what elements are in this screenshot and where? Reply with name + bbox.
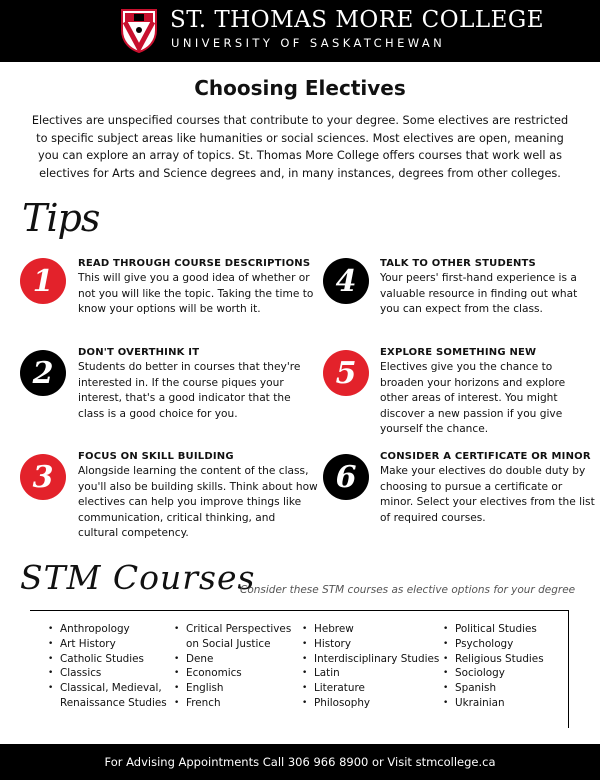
course-item: • Classical, Medieval, bbox=[48, 681, 167, 696]
college-name: ST. THOMAS MORE COLLEGE bbox=[170, 7, 545, 33]
course-list-column-2 bbox=[174, 622, 291, 711]
footer-contact-text: For Advising Appointments Call 306 966 8900 or Visit stmcollege.ca bbox=[104, 755, 496, 769]
tip-body: Your peers' first-hand experience is a valuable resource in finding out what you can expect from the class. bbox=[380, 272, 578, 315]
course-item: • Religious Studies bbox=[443, 652, 544, 667]
intro-paragraph: Electives are unspecified courses that contribute to your degree. Some electives are restricted to specific subject areas like humanities or social sciences. Most electives are open, meaning you can explore an array of topics. St. Thomas More College offers courses that work well as electives for Arts and Science degrees and, in many instances, degrees from other colleges. bbox=[31, 114, 569, 180]
tip-title: DON'T OVERTHINK IT bbox=[78, 347, 200, 358]
course-list-column-4 bbox=[443, 622, 544, 711]
tip-number-badge: 1 bbox=[20, 258, 66, 304]
course-item: • Anthropology bbox=[48, 622, 167, 637]
course-item: • History bbox=[302, 637, 439, 652]
tips-heading: Tips bbox=[22, 196, 100, 240]
tip-title: EXPLORE SOMETHING NEW bbox=[380, 347, 537, 358]
course-item: • Ukrainian bbox=[443, 696, 544, 711]
tip-body: This will give you a good idea of whether or not you will like the topic. Taking the time to know your options will be worth it. bbox=[78, 272, 314, 315]
course-item-continuation: on Social Justice bbox=[186, 637, 271, 650]
college-crest-logo bbox=[120, 8, 158, 54]
course-item: • Dene bbox=[174, 652, 291, 667]
tip-title: TALK TO OTHER STUDENTS bbox=[380, 258, 536, 269]
course-item-continuation: Renaissance Studies bbox=[60, 696, 167, 709]
course-item: • Political Studies bbox=[443, 622, 544, 637]
course-item: • Economics bbox=[174, 666, 291, 681]
tip-body: Make your electives do double duty by choosing to pursue a certificate or minor. Select your electives from the list of required courses. bbox=[380, 465, 595, 524]
tip-title: READ THROUGH COURSE DESCRIPTIONS bbox=[78, 258, 311, 269]
tip-number-badge: 5 bbox=[323, 350, 369, 396]
university-name: UNIVERSITY OF SASKATCHEWAN bbox=[171, 36, 446, 50]
course-item: • Interdisciplinary Studies bbox=[302, 652, 439, 667]
course-list-column-3 bbox=[302, 622, 439, 711]
course-item: • French bbox=[174, 696, 291, 711]
footer-banner bbox=[0, 744, 600, 780]
course-item: • Philosophy bbox=[302, 696, 439, 711]
course-item: • Classics bbox=[48, 666, 167, 681]
course-item: • Spanish bbox=[443, 681, 544, 696]
tip-title: FOCUS ON SKILL BUILDING bbox=[78, 451, 234, 462]
header-banner bbox=[0, 0, 600, 62]
course-item: • Art History bbox=[48, 637, 167, 652]
tip-number-badge: 4 bbox=[323, 258, 369, 304]
tip-number-badge: 6 bbox=[323, 454, 369, 500]
course-item: • Hebrew bbox=[302, 622, 439, 637]
tip-number-badge: 3 bbox=[20, 454, 66, 500]
course-item: • Psychology bbox=[443, 637, 544, 652]
tip-title: CONSIDER A CERTIFICATE OR MINOR bbox=[380, 451, 591, 462]
tip-number-badge: 2 bbox=[20, 350, 66, 396]
course-item: • English bbox=[174, 681, 291, 696]
course-item: • Latin bbox=[302, 666, 439, 681]
courses-subheading: Consider these STM courses as elective options for your degree bbox=[240, 584, 576, 596]
course-item: • Sociology bbox=[443, 666, 544, 681]
page-title: Choosing Electives bbox=[194, 76, 406, 100]
courses-heading: STM Courses bbox=[20, 558, 256, 597]
tip-body: Electives give you the chance to broaden your horizons and explore other areas of interest. You might discover a new passion if you give yourself the chance. bbox=[380, 361, 566, 435]
tip-body: Students do better in courses that they're interested in. If the course piques your interest, that's a good indicator that the class is a good choice for you. bbox=[78, 361, 301, 420]
course-list-column-1 bbox=[48, 622, 167, 711]
course-item: • Catholic Studies bbox=[48, 652, 167, 667]
course-item: • Critical Perspectives bbox=[174, 622, 291, 637]
tip-body: Alongside learning the content of the class, you'll also be building skills. Think about how electives can help you improve things like communication, critical thinking, and cultural competency. bbox=[78, 465, 318, 539]
course-item: • Literature bbox=[302, 681, 439, 696]
